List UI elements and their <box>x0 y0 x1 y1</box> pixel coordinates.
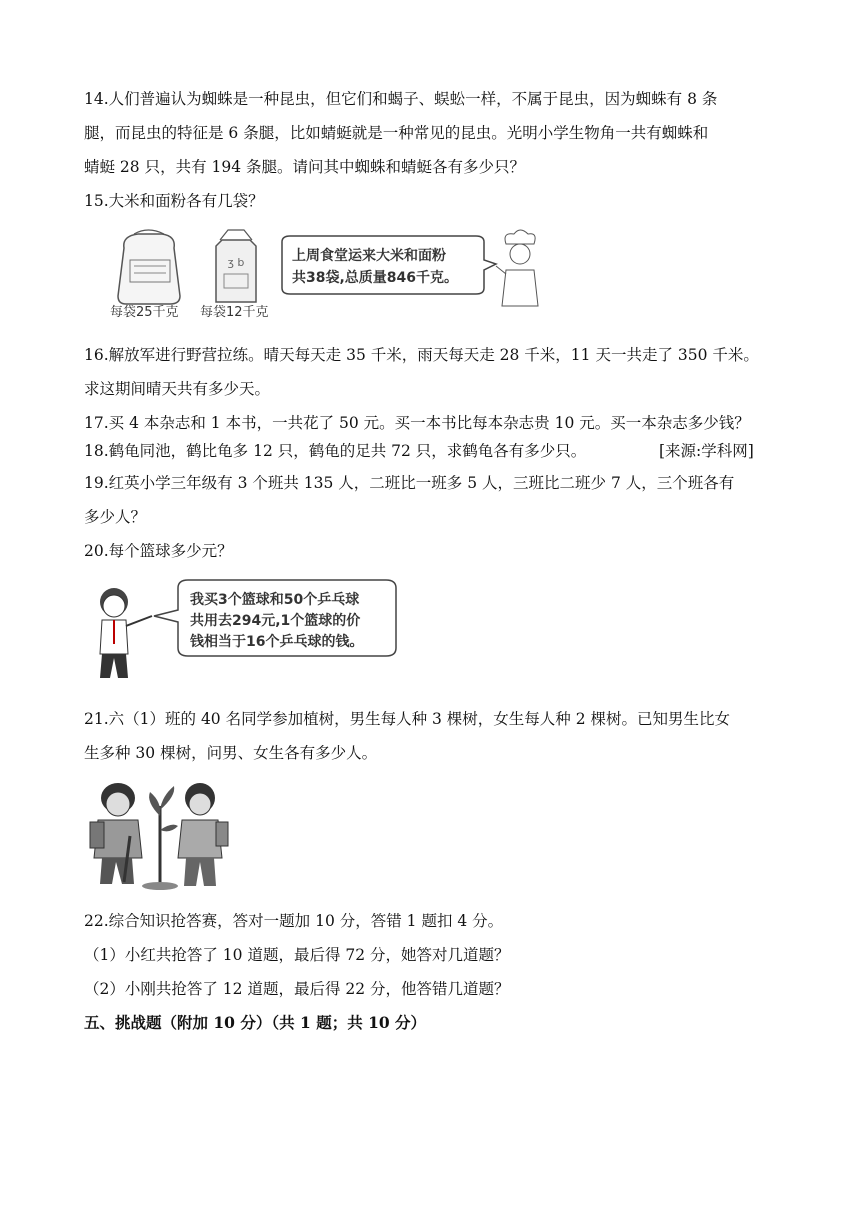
boy-icon <box>100 588 152 678</box>
tree-planting-illustration <box>84 776 234 896</box>
question-21-line-1: 21.六（1）班的 40 名同学参加植树，男生每人种 3 棵树，女生每人种 2 棵树。已知男生比女 <box>84 710 731 728</box>
basketball-illustration <box>90 574 410 694</box>
student-right-icon <box>178 783 228 886</box>
flour-bag-icon <box>216 230 256 302</box>
question-14-line-2: 腿，而昆虫的特征是 6 条腿，比如蜻蜓就是一种常见的昆虫。光明小学生物角一共有蜘蛛和 <box>84 124 709 142</box>
flour-caption: 每袋12千克 <box>200 305 269 320</box>
question-18-text: 18.鹤龟同池，鹤比龟多 12 只，鹤龟的足共 72 只，求鹤龟各有多少只。 <box>84 442 587 460</box>
chef-icon <box>496 230 538 306</box>
question-16-line-1: 16.解放军进行野营拉练。晴天每天走 35 千米，雨天每天走 28 千米，11 天一共走了 350 千米。 <box>84 346 759 364</box>
question-20-text: 20.每个篮球多少元？ <box>84 542 233 560</box>
question-19-line-2: 多少人？ <box>84 508 147 526</box>
rice-sack-icon <box>118 230 180 304</box>
question-22-sub-1: （1）小红共抢答了 10 道题，最后得 72 分，她答对几道题？ <box>84 946 510 964</box>
section-5-heading: 五、挑战题（附加 10 分）（共 1 题；共 10 分） <box>84 1013 427 1032</box>
bubble-line-2: 共用去294元,1个篮球的价 <box>190 613 361 629</box>
question-15-text: 15.大米和面粉各有几袋？ <box>84 192 264 210</box>
question-14-line-1: 14.人们普遍认为蜘蛛是一种昆虫，但它们和蝎子、蜈蚣一样，不属于昆虫，因为蜘蛛有 8 条 <box>84 90 718 108</box>
sapling-icon <box>142 786 178 890</box>
bubble-line-1: 上周食堂运来大米和面粉 <box>292 248 446 264</box>
bubble-line-2: 共38袋,总质量846千克。 <box>292 270 459 286</box>
question-22-sub-2: （2）小刚共抢答了 12 道题，最后得 22 分，他答错几道题？ <box>84 980 510 998</box>
rice-caption: 每袋25千克 <box>110 305 179 320</box>
question-22-text: 22.综合知识抢答赛，答对一题加 10 分，答错 1 题扣 4 分。 <box>84 912 504 930</box>
bubble-line-1: 我买3个篮球和50个乒乓球 <box>190 592 360 608</box>
question-21-line-2: 生多种 30 棵树，问男、女生各有多少人。 <box>84 744 378 762</box>
student-left-icon <box>90 783 142 884</box>
bubble-line-3: 钱相当于16个乒乓球的钱。 <box>190 634 364 650</box>
rice-flour-illustration <box>104 226 544 322</box>
source-note: [来源:学科网] <box>659 442 754 460</box>
svg-text:ʒ b: ʒ b <box>227 256 245 269</box>
question-17-text: 17.买 4 本杂志和 1 本书，一共花了 50 元。买一本书比每本杂志贵 10 元。买一本杂志多少钱？ <box>84 414 750 432</box>
question-19-line-1: 19.红英小学三年级有 3 个班共 135 人，二班比一班多 5 人，三班比二班少 7 人，三个班各有 <box>84 474 735 492</box>
question-16-line-2: 求这期间晴天共有多少天。 <box>84 380 271 398</box>
question-14-line-3: 蜻蜓 28 只，共有 194 条腿。请问其中蜘蛛和蜻蜓各有多少只？ <box>84 158 526 176</box>
